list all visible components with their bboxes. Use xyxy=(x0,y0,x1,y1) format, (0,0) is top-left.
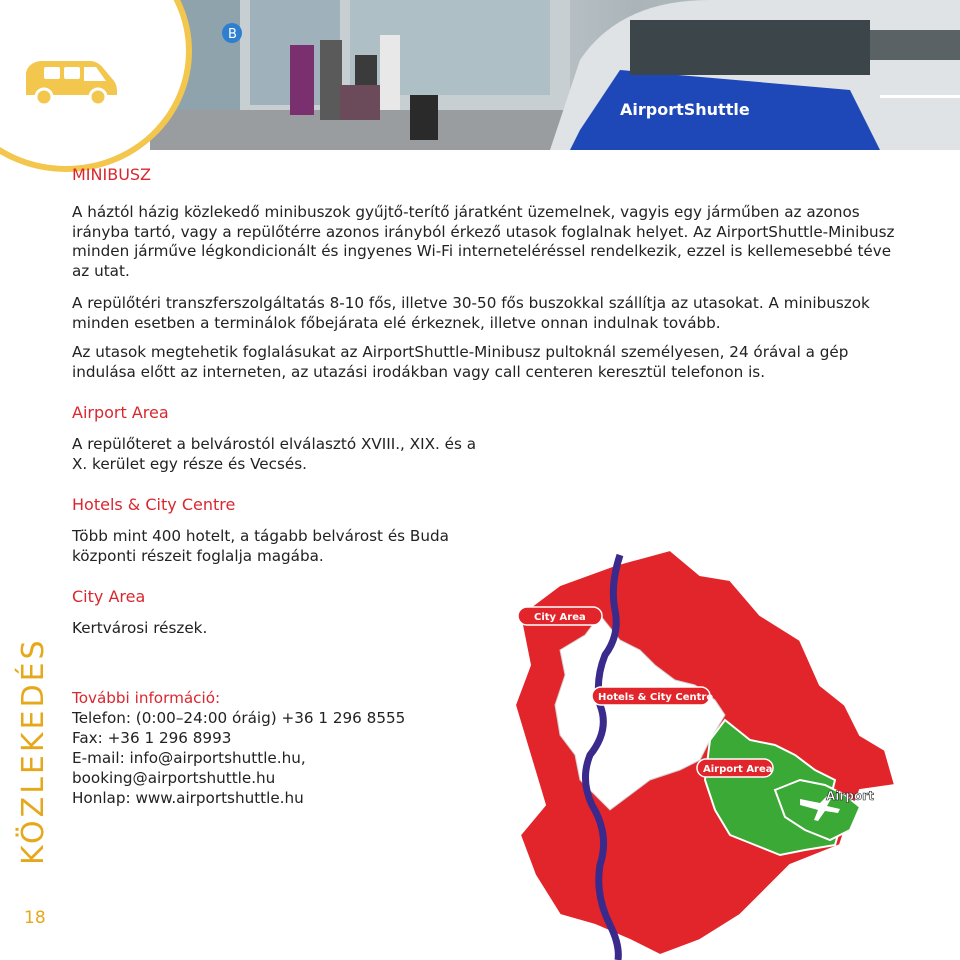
contact-email-info[interactable]: E-mail: info@airportshuttle.hu, xyxy=(72,749,306,767)
contact-block xyxy=(72,688,405,808)
section-side-label: KÖZLEKEDÉS xyxy=(16,637,51,865)
map-label-hotels: Hotels & City Centre xyxy=(598,692,714,703)
contact-phone: Telefon: (0:00–24:00 óráig) +36 1 296 8555 xyxy=(72,709,406,727)
contact-fax: Fax: +36 1 296 8993 xyxy=(72,729,232,747)
window-sign: B xyxy=(228,27,237,42)
contact-email-booking[interactable]: booking@airportshuttle.hu xyxy=(72,769,276,787)
paragraph-intro: A háztól házig közlekedő minibuszok gyűjtő-terítő járatként üzemelnek, vagyis egy járműben az azonos irányba tartó, vagy a repülőtérre azonos irányból érkező utasok foglalnak helyet. Az AirportShuttle-Minibusz minden járműve légkondicionált és ingyenes Wi-Fi interneteléréssel rendelkezik, ezzel is kellemesebbé téve az utat. xyxy=(72,203,895,280)
page-number: 18 xyxy=(24,908,46,928)
paragraph-booking: Az utasok megtehetik foglalásukat az AirportShuttle-Minibusz pultoknál személyesen, 24 órával a gép indulása előtt az interneten, az utazási irodákban vagy call centeren keresztül telefonon is. xyxy=(72,343,849,381)
section-title: MINIBUSZ xyxy=(72,165,152,184)
header-photo xyxy=(150,0,960,150)
area-title-city: City Area xyxy=(72,587,146,606)
area-title-airport: Airport Area xyxy=(72,403,169,422)
minibus-icon xyxy=(20,55,120,107)
area-title-hotels: Hotels & City Centre xyxy=(72,495,236,514)
area-map xyxy=(500,545,960,960)
contact-website[interactable]: Honlap: www.airportshuttle.hu xyxy=(72,789,304,807)
area-text-hotels: Több mint 400 hotelt, a tágabb belvárost és Buda központi részeit foglalja magába. xyxy=(72,527,449,565)
paragraph-transfer: A repülőtéri transzferszolgáltatás 8-10 fős, illetve 30-50 fős buszokkal szállítja az utasokat. A minibuszok minden esetben a terminálok főbejárata elé érkeznek, illetve onnan indulnak tovább. xyxy=(72,294,870,332)
map-label-city: City Area xyxy=(534,612,586,623)
area-text-city: Kertvárosi részek. xyxy=(72,619,208,637)
area-text-airport: A repülőteret a belvárostól elválasztó XVIII., XIX. és a X. kerület egy része és Vecsés. xyxy=(72,435,477,473)
van-logo-text: AirportShuttle xyxy=(620,100,750,119)
airport-terminal-photo xyxy=(150,0,960,150)
map-label-airport: Airport xyxy=(826,789,874,803)
contact-title: További információ: xyxy=(72,689,221,707)
map-label-airport-area: Airport Area xyxy=(703,764,773,775)
